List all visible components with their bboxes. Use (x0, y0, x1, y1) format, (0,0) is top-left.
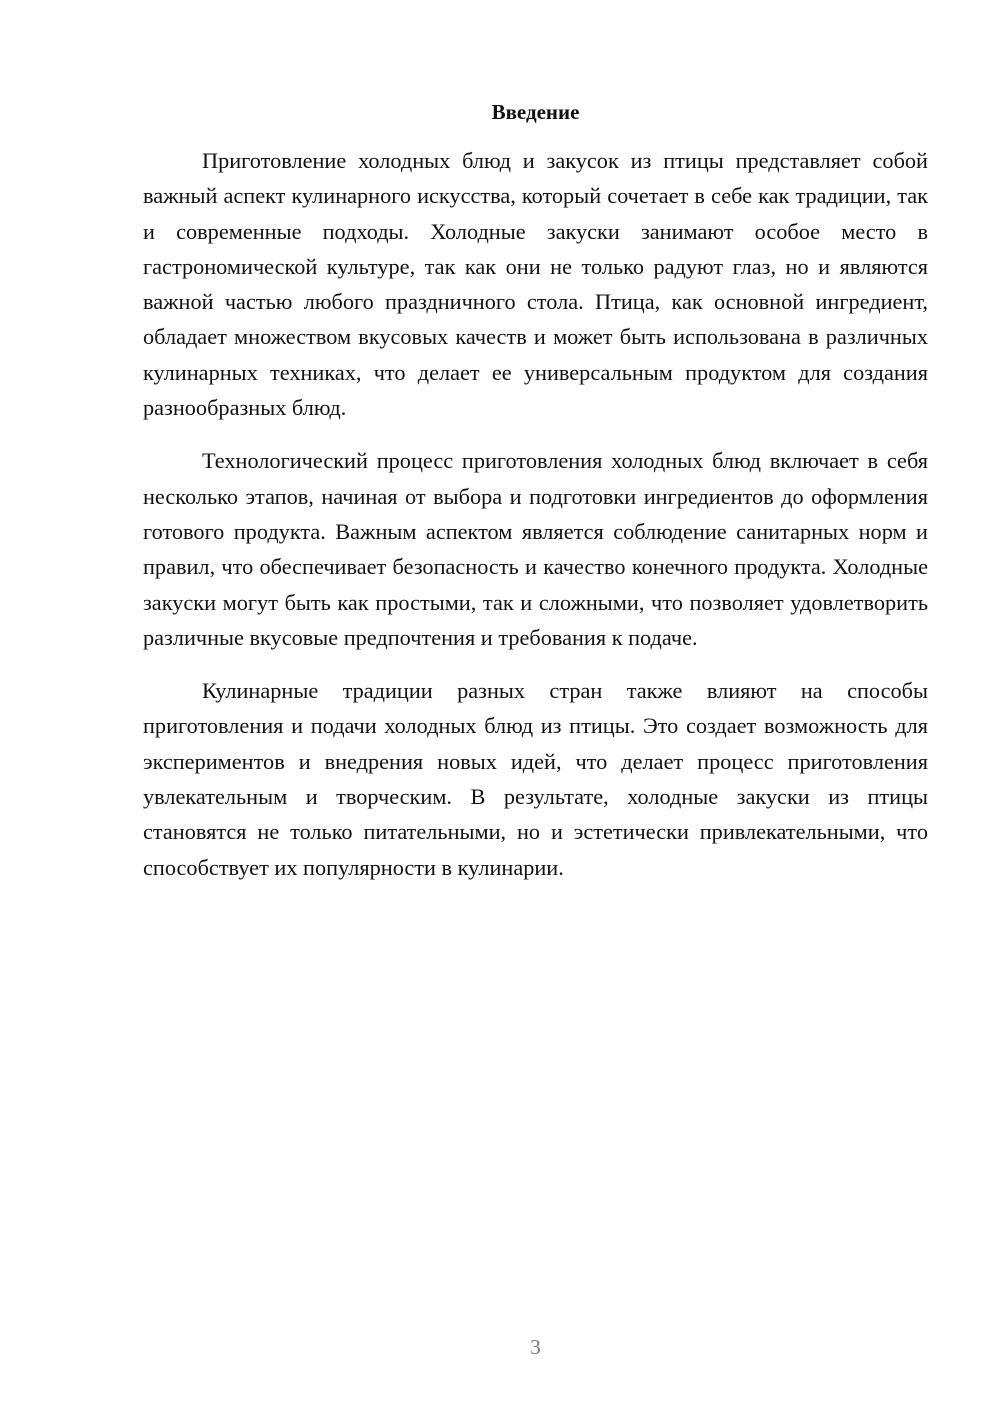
paragraph-3: Кулинарные традиции разных стран также влияют на способы приготовления и подачи холодных блюд из птицы. Это создает возможность для экспериментов и внедрения новых идей, что делает процесс приготовления увлекательным и творческим. В результате, холодные закуски из птицы становятся не только питательными, но и эстетически привлекательными, что способствует их популярности в кулинарии. (143, 678, 928, 880)
section-title: Введение (491, 100, 580, 124)
paragraph-1: Приготовление холодных блюд и закусок из птицы представляет собой важный аспект кулинарного искусства, который сочетает в себе как традиции, так и современные подходы. Холодные закуски занимают особое место в гастрономической культуре, так как они не только радуют глаз, но и являются важной частью любого праздничного стола. Птица, как основной ингредиент, обладает множеством вкусовых качеств и может быть использована в различных кулинарных техниках, что делает ее универсальным продуктом для создания разнообразных блюд. (143, 148, 928, 421)
body-text (143, 143, 928, 885)
page-number: 3 (530, 1335, 541, 1359)
paragraph-2: Технологический процесс приготовления холодных блюд включает в себя несколько этапов, начиная от выбора и подготовки ингредиентов до оформления готового продукта. Важным аспектом является соблюдение санитарных норм и правил, что обеспечивает безопасность и качество конечного продукта. Холодные закуски могут быть как простыми, так и сложными, что позволяет удовлетворить различные вкусовые предпочтения и требования к подаче. (143, 448, 928, 650)
